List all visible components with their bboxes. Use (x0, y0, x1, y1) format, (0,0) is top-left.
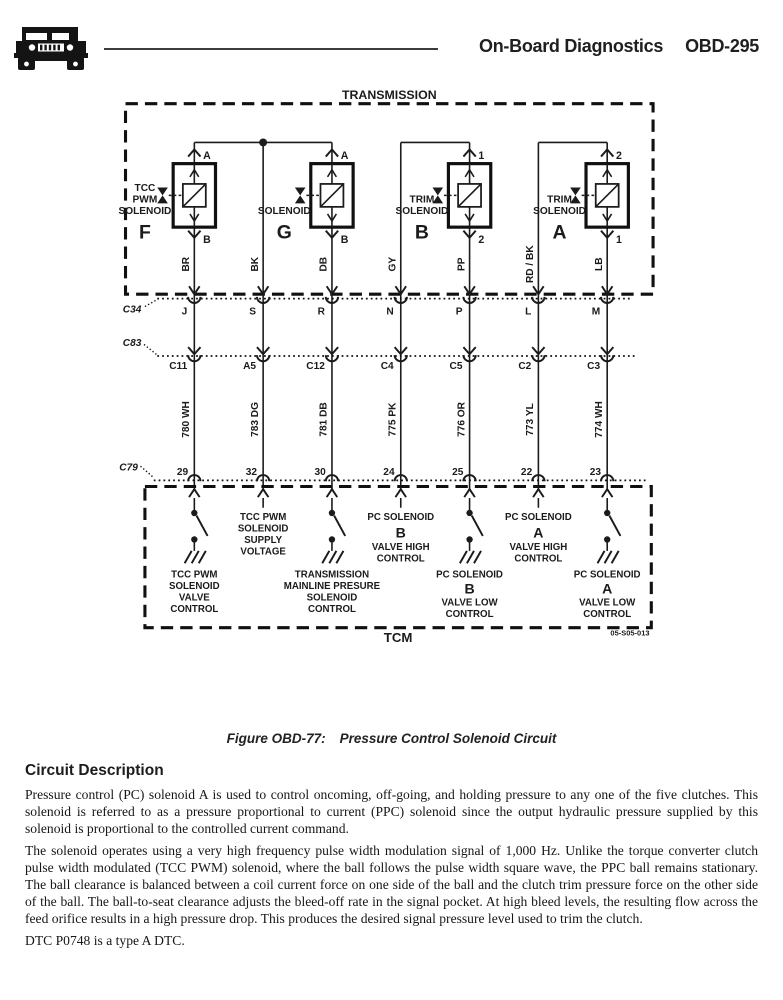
vehicle-logo-icon (13, 26, 89, 72)
circuit-number-label: 773 YL (525, 403, 537, 436)
solenoid-name: SOLENOID (395, 205, 449, 217)
solenoid-letter: A (552, 221, 567, 244)
circuit-number-label: 774 WH (593, 401, 605, 438)
wire-color-label: PP (456, 257, 468, 271)
connector-leader (144, 344, 157, 355)
tcm-function-label: CONTROL (170, 603, 219, 615)
tcm-function-label: SUPPLY (244, 534, 283, 546)
solenoid-letter: G (276, 221, 292, 244)
tcm-function-label: B (464, 580, 475, 597)
figure-caption-title: Pressure Control Solenoid Circuit (339, 731, 557, 746)
pin-label: B (203, 234, 211, 247)
tcm-function-label: VALVE HIGH (509, 542, 568, 554)
page-title: On-Board Diagnostics (479, 36, 664, 56)
solenoid-name: TRIM (409, 194, 435, 206)
tcm-function-label: CONTROL (514, 553, 563, 565)
tcm-function-label: VALVE HIGH (371, 542, 430, 554)
wire-arrow-icon (327, 489, 338, 497)
tcm-function-label: A (602, 580, 613, 597)
wire-arrow-icon (258, 489, 269, 497)
switch-to-ground-icon (460, 510, 483, 563)
tcm-function-label: PC SOLENOID (573, 569, 641, 581)
connector-pin-label: 29 (176, 467, 189, 479)
circuit-number-label: 783 DG (249, 402, 261, 437)
figure-caption (0, 731, 783, 746)
pin-label: A (340, 150, 349, 163)
connector-label: C83 (122, 338, 142, 350)
pin-label: A (203, 150, 211, 163)
connector-label: C34 (122, 304, 142, 316)
wire-arrow-icon (602, 489, 613, 497)
wire-arrow-icon (395, 489, 406, 497)
circuit-number-label: 776 OR (456, 402, 468, 437)
wire-color-label: GY (387, 256, 399, 272)
connector-pin-label: 32 (245, 467, 257, 479)
connector-pin-label: J (181, 306, 188, 318)
connector-pin-label: R (317, 306, 325, 318)
tcm-function-label: PC SOLENOID (367, 512, 435, 524)
circuit-description-text (25, 786, 758, 953)
paragraph: Pressure control (PC) solenoid A is used to control oncoming, off-going, and holding pressure to any one of the five clutches. This solenoid is referred to as a pressure proportional to current (PPC) solenoid since the output hydraulic pressure supplied by this solenoid is proportional to the controlled current command. (25, 787, 758, 837)
tcm-function-label: VOLTAGE (240, 546, 286, 558)
wire-arrow-icon (533, 489, 544, 497)
connector-pin-label: N (386, 306, 394, 318)
tcm-function-label: PC SOLENOID (505, 512, 572, 524)
tcc-pwm-solenoid-symbol (157, 164, 215, 228)
tcm-function-label: VALVE (178, 592, 210, 604)
connector-pin-label: S (249, 306, 257, 318)
connector-pin-label: C2 (518, 361, 532, 373)
connector-pin-label: C5 (449, 361, 463, 373)
wire-color-label: LB (593, 257, 605, 271)
connector-leader (145, 299, 157, 306)
wire-arrow-icon (189, 489, 200, 497)
connector-pin-label: 22 (520, 467, 533, 479)
solenoid-name: SOLENOID (118, 205, 172, 217)
trim-solenoid-a-symbol (570, 164, 628, 228)
tcm-function-label: MAINLINE PRESURE (283, 580, 381, 592)
solenoid-name: SOLENOID (533, 205, 587, 217)
solenoid-name: PWM (132, 194, 158, 206)
drawing-number: 05-S05-013 (610, 628, 650, 638)
tcm-function-label: VALVE LOW (441, 597, 498, 609)
solenoid-letter: F (138, 221, 151, 244)
connector-pin-label: A5 (243, 361, 257, 373)
connector-pin-label: C11 (169, 361, 188, 373)
connector-pin-label: C3 (587, 361, 601, 373)
solenoid-name: TRIM (547, 194, 572, 206)
section-heading: Circuit Description (25, 762, 164, 779)
connector-pin-label: M (591, 306, 601, 318)
wire-arrow-icon (464, 489, 475, 497)
tcm-function-label: CONTROL (445, 609, 494, 621)
tcm-function-label: SOLENOID (237, 523, 289, 535)
connector-label: C79 (119, 462, 138, 474)
page-number: OBD-295 (685, 36, 759, 56)
tcm-function-label: CONTROL (376, 553, 425, 565)
connector-leader (141, 466, 154, 477)
pin-label: 1 (616, 234, 622, 247)
tcm-function-label: B (395, 524, 406, 541)
circuit-number-label: 781 DB (318, 402, 330, 437)
tcm-function-label: A (533, 524, 544, 541)
connector-pin-label: 24 (383, 467, 395, 479)
transmission-box-label: TRANSMISSION (341, 88, 437, 103)
solenoid-letter: B (414, 221, 429, 244)
tcm-function-label: CONTROL (307, 603, 356, 615)
circuit-number-label: 780 WH (181, 401, 193, 438)
connector-pin-label: P (455, 306, 463, 318)
switch-to-ground-icon (597, 510, 620, 563)
circuit-wires (194, 142, 607, 510)
connector-pin-label: 30 (314, 467, 326, 479)
tcm-function-label: TRANSMISSION (294, 569, 370, 581)
switch-to-ground-icon (185, 510, 208, 563)
tcm-function-label: TCC PWM (240, 512, 287, 524)
tcm-function-label: PC SOLENOID (436, 569, 503, 581)
figure-caption-label: Figure OBD-77: (226, 731, 326, 746)
pin-label: B (340, 234, 349, 247)
connector-pin-label: 25 (452, 467, 464, 479)
pin-label: 2 (616, 150, 622, 163)
tcm-function-label: CONTROL (583, 609, 632, 621)
tcm-function-label: SOLENOID (306, 592, 358, 604)
solenoid-name: SOLENOID (257, 205, 311, 217)
pin-label: 1 (478, 150, 485, 163)
header-title (479, 36, 759, 57)
wiring-diagram (0, 86, 783, 730)
wire-color-label: DB (318, 256, 330, 272)
wire-junction-dot (259, 138, 267, 146)
connector-pin-label: 23 (589, 467, 602, 479)
trim-solenoid-b-symbol (433, 164, 491, 228)
connector-pin-label: C4 (380, 361, 394, 373)
wire-color-label: RD / BK (525, 245, 537, 284)
solenoid-g-symbol (295, 164, 353, 228)
circuit-number-label: 775 PK (387, 402, 399, 437)
tcm-function-label: SOLENOID (169, 580, 220, 592)
paragraph: DTC P0748 is a type A DTC. (25, 932, 185, 948)
wire-color-label: BR (181, 256, 193, 272)
tcm-function-label: TCC PWM (171, 569, 218, 581)
switch-to-ground-icon (322, 510, 345, 563)
pin-label: 2 (478, 234, 485, 247)
connector-pin-label: L (525, 306, 532, 318)
wire-color-label: BK (249, 256, 261, 272)
header-rule (104, 48, 438, 50)
paragraph: The solenoid operates using a very high frequency pulse width modulation signal of 1,000 Hz. Unlike the torque converter clutch pulse width modulated (TCC PWM) solenoid, where the ball follows the pulse width square wave, the PPC ball remains stationary. The ball clearance is balanced between a coil current force on one side of the ball and the clutch trim pressure force on the other side of the ball. The ball-to-seat clearance adjusts the bleed-off rate in the signal pocket. At high bleed levels, the resulting flow across the feed orifice results in a high pressure drop. This produces the desired signal pressure level used to trim the clutch. (25, 842, 758, 927)
connector-pin-label: C12 (306, 361, 325, 373)
solenoid-name: TCC (134, 182, 156, 194)
tcm-function-label: VALVE LOW (579, 597, 636, 609)
tcm-box-label: TCM (383, 629, 413, 645)
